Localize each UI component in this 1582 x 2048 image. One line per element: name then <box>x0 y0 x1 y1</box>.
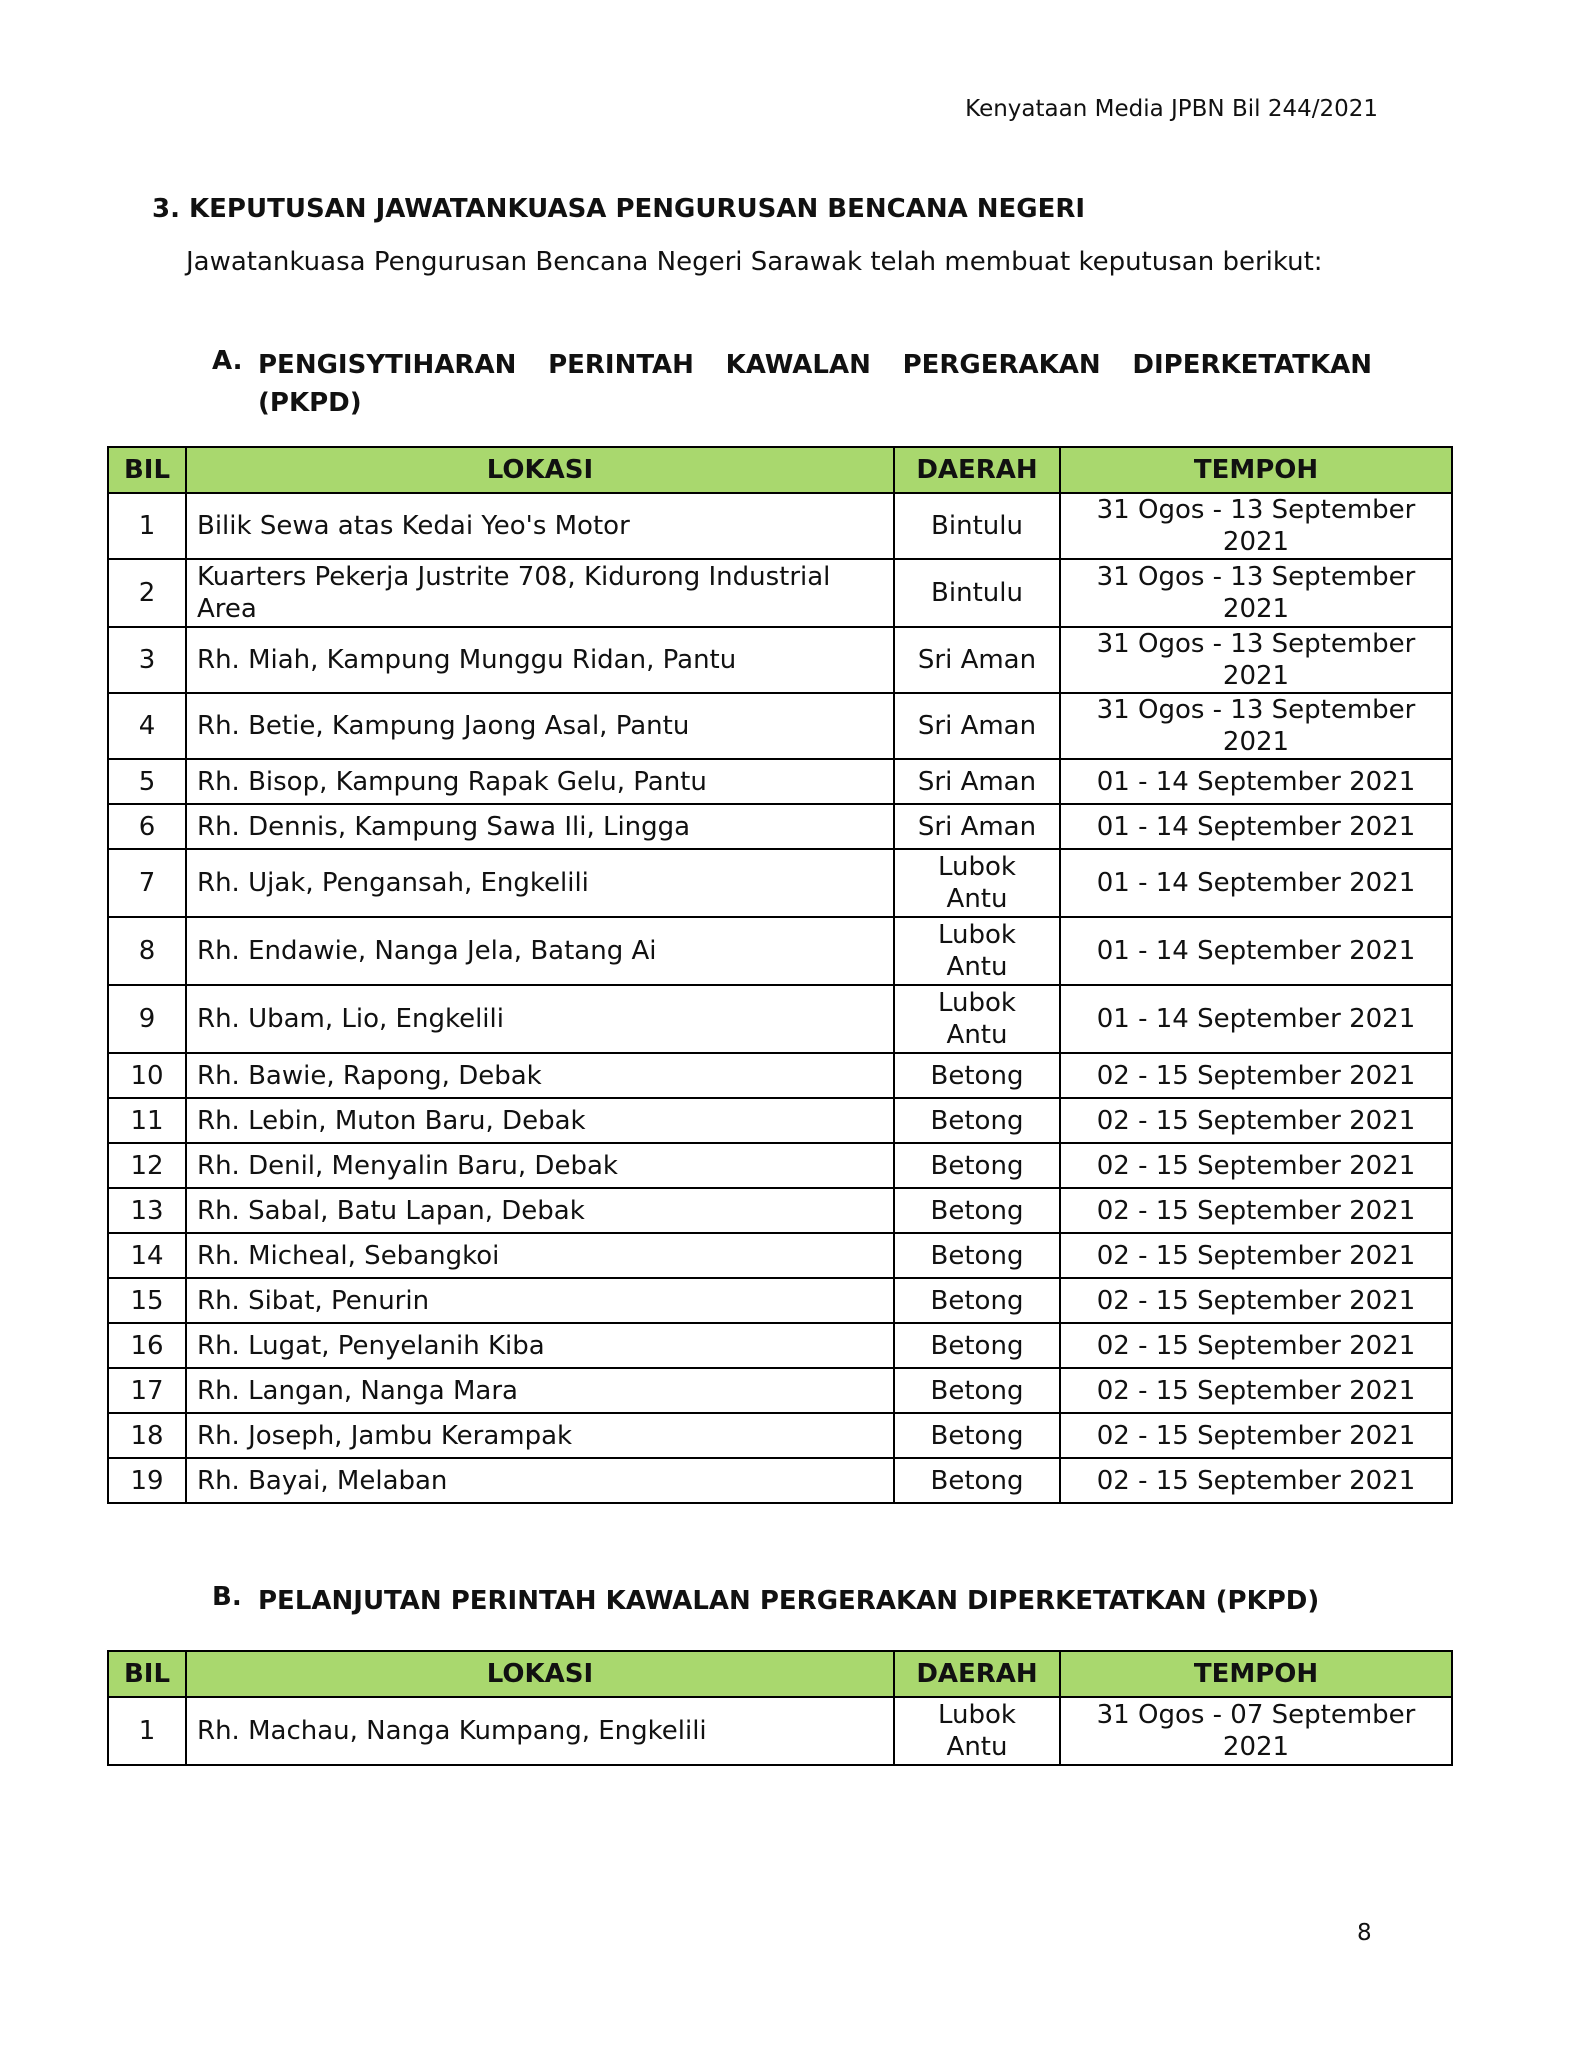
table-header-row <box>108 1651 1452 1697</box>
cell-bil: 16 <box>108 1323 186 1368</box>
cell-lokasi: Rh. Ubam, Lio, Engkelili <box>186 985 894 1053</box>
cell-tempoh: 02 - 15 September 2021 <box>1060 1098 1452 1143</box>
subsection-a-title-line1 <box>258 346 1372 384</box>
table-row <box>108 627 1452 693</box>
table-row <box>108 493 1452 559</box>
cell-bil: 6 <box>108 804 186 849</box>
cell-lokasi: Rh. Miah, Kampung Munggu Ridan, Pantu <box>186 627 894 693</box>
cell-lokasi: Rh. Ujak, Pengansah, Engkelili <box>186 849 894 917</box>
cell-tempoh: 31 Ogos - 07 September 2021 <box>1060 1697 1452 1765</box>
cell-bil: 17 <box>108 1368 186 1413</box>
table-header-row <box>108 447 1452 493</box>
table-body <box>108 493 1452 1503</box>
cell-tempoh: 01 - 14 September 2021 <box>1060 917 1452 985</box>
cell-tempoh: 01 - 14 September 2021 <box>1060 759 1452 804</box>
cell-daerah: Lubok Antu <box>894 849 1060 917</box>
subsection-a-title-line2: (PKPD) <box>258 388 362 418</box>
table-row <box>108 1697 1452 1765</box>
table-row <box>108 559 1452 627</box>
cell-daerah: Sri Aman <box>894 693 1060 759</box>
table-row <box>108 1413 1452 1458</box>
cell-daerah: Betong <box>894 1323 1060 1368</box>
cell-tempoh: 02 - 15 September 2021 <box>1060 1278 1452 1323</box>
cell-tempoh: 02 - 15 September 2021 <box>1060 1368 1452 1413</box>
cell-bil: 1 <box>108 1697 186 1765</box>
table-row <box>108 693 1452 759</box>
cell-bil: 19 <box>108 1458 186 1503</box>
cell-tempoh: 02 - 15 September 2021 <box>1060 1458 1452 1503</box>
table-row <box>108 1368 1452 1413</box>
column-header-daerah: DAERAH <box>894 1651 1060 1697</box>
subsection-b-title <box>212 1582 1372 1620</box>
cell-tempoh: 31 Ogos - 13 September 2021 <box>1060 493 1452 559</box>
subsection-a-title <box>212 346 1372 422</box>
cell-daerah: Betong <box>894 1278 1060 1323</box>
cell-daerah: Bintulu <box>894 493 1060 559</box>
cell-bil: 8 <box>108 917 186 985</box>
cell-daerah: Sri Aman <box>894 627 1060 693</box>
table-row <box>108 1098 1452 1143</box>
column-header-tempoh: TEMPOH <box>1060 447 1452 493</box>
table-row <box>108 917 1452 985</box>
cell-tempoh: 31 Ogos - 13 September 2021 <box>1060 693 1452 759</box>
cell-tempoh: 31 Ogos - 13 September 2021 <box>1060 627 1452 693</box>
cell-daerah: Lubok Antu <box>894 985 1060 1053</box>
cell-lokasi: Rh. Micheal, Sebangkoi <box>186 1233 894 1278</box>
cell-daerah: Betong <box>894 1233 1060 1278</box>
table-row <box>108 1233 1452 1278</box>
cell-lokasi: Rh. Dennis, Kampung Sawa Ili, Lingga <box>186 804 894 849</box>
table-row <box>108 1278 1452 1323</box>
column-header-bil: BIL <box>108 1651 186 1697</box>
cell-daerah: Bintulu <box>894 559 1060 627</box>
cell-lokasi: Rh. Joseph, Jambu Kerampak <box>186 1413 894 1458</box>
cell-tempoh: 01 - 14 September 2021 <box>1060 804 1452 849</box>
pkpd-extension-table <box>107 1650 1453 1766</box>
title-word: PERGERAKAN <box>902 350 1101 380</box>
cell-bil: 18 <box>108 1413 186 1458</box>
cell-tempoh: 02 - 15 September 2021 <box>1060 1188 1452 1233</box>
cell-bil: 10 <box>108 1053 186 1098</box>
title-word: PERINTAH <box>548 350 694 380</box>
cell-lokasi: Rh. Bayai, Melaban <box>186 1458 894 1503</box>
table-row <box>108 1188 1452 1233</box>
title-word: PENGISYTIHARAN <box>258 350 517 380</box>
cell-lokasi: Rh. Machau, Nanga Kumpang, Engkelili <box>186 1697 894 1765</box>
cell-lokasi: Bilik Sewa atas Kedai Yeo's Motor <box>186 493 894 559</box>
column-header-lokasi: LOKASI <box>186 1651 894 1697</box>
column-header-lokasi: LOKASI <box>186 447 894 493</box>
column-header-tempoh: TEMPOH <box>1060 1651 1452 1697</box>
table-row <box>108 1458 1452 1503</box>
table-row <box>108 804 1452 849</box>
cell-daerah: Betong <box>894 1413 1060 1458</box>
cell-daerah: Betong <box>894 1098 1060 1143</box>
document-reference: Kenyataan Media JPBN Bil 244/2021 <box>965 96 1378 122</box>
cell-bil: 14 <box>108 1233 186 1278</box>
cell-daerah: Lubok Antu <box>894 1697 1060 1765</box>
cell-bil: 11 <box>108 1098 186 1143</box>
cell-tempoh: 02 - 15 September 2021 <box>1060 1053 1452 1098</box>
column-header-bil: BIL <box>108 447 186 493</box>
cell-lokasi: Rh. Betie, Kampung Jaong Asal, Pantu <box>186 693 894 759</box>
cell-tempoh: 02 - 15 September 2021 <box>1060 1323 1452 1368</box>
table-row <box>108 849 1452 917</box>
column-header-daerah: DAERAH <box>894 447 1060 493</box>
cell-bil: 7 <box>108 849 186 917</box>
table-body <box>108 1697 1452 1765</box>
table-row <box>108 1053 1452 1098</box>
cell-lokasi: Rh. Sibat, Penurin <box>186 1278 894 1323</box>
section-intro: Jawatankuasa Pengurusan Bencana Negeri Sarawak telah membuat keputusan berikut: <box>186 247 1323 277</box>
table-row <box>108 1323 1452 1368</box>
cell-daerah: Betong <box>894 1368 1060 1413</box>
table-row <box>108 1143 1452 1188</box>
title-word: DIPERKETATKAN <box>1132 350 1372 380</box>
cell-tempoh: 01 - 14 September 2021 <box>1060 849 1452 917</box>
cell-lokasi: Rh. Langan, Nanga Mara <box>186 1368 894 1413</box>
section-title: 3. KEPUTUSAN JAWATANKUASA PENGURUSAN BENCANA NEGERI <box>152 194 1086 224</box>
cell-tempoh: 02 - 15 September 2021 <box>1060 1233 1452 1278</box>
cell-bil: 4 <box>108 693 186 759</box>
cell-daerah: Sri Aman <box>894 804 1060 849</box>
cell-bil: 1 <box>108 493 186 559</box>
cell-tempoh: 31 Ogos - 13 September 2021 <box>1060 559 1452 627</box>
cell-tempoh: 01 - 14 September 2021 <box>1060 985 1452 1053</box>
cell-lokasi: Rh. Bisop, Kampung Rapak Gelu, Pantu <box>186 759 894 804</box>
title-word: KAWALAN <box>725 350 871 380</box>
cell-bil: 12 <box>108 1143 186 1188</box>
cell-lokasi: Rh. Sabal, Batu Lapan, Debak <box>186 1188 894 1233</box>
cell-bil: 15 <box>108 1278 186 1323</box>
table-row <box>108 985 1452 1053</box>
cell-lokasi: Rh. Bawie, Rapong, Debak <box>186 1053 894 1098</box>
cell-tempoh: 02 - 15 September 2021 <box>1060 1143 1452 1188</box>
page-number: 8 <box>1357 1920 1372 1946</box>
cell-tempoh: 02 - 15 September 2021 <box>1060 1413 1452 1458</box>
cell-lokasi: Rh. Denil, Menyalin Baru, Debak <box>186 1143 894 1188</box>
table-row <box>108 759 1452 804</box>
cell-lokasi: Kuarters Pekerja Justrite 708, Kidurong Industrial Area <box>186 559 894 627</box>
cell-bil: 9 <box>108 985 186 1053</box>
subsection-b-title-text: PELANJUTAN PERINTAH KAWALAN PERGERAKAN DIPERKETATKAN (PKPD) <box>258 1586 1320 1616</box>
subsection-b-letter: B. <box>212 1582 242 1612</box>
cell-daerah: Betong <box>894 1188 1060 1233</box>
cell-daerah: Betong <box>894 1053 1060 1098</box>
cell-daerah: Sri Aman <box>894 759 1060 804</box>
pkpd-declaration-table <box>107 446 1453 1504</box>
cell-daerah: Betong <box>894 1143 1060 1188</box>
cell-bil: 13 <box>108 1188 186 1233</box>
cell-bil: 3 <box>108 627 186 693</box>
cell-daerah: Betong <box>894 1458 1060 1503</box>
cell-bil: 2 <box>108 559 186 627</box>
cell-lokasi: Rh. Lugat, Penyelanih Kiba <box>186 1323 894 1368</box>
cell-lokasi: Rh. Endawie, Nanga Jela, Batang Ai <box>186 917 894 985</box>
cell-lokasi: Rh. Lebin, Muton Baru, Debak <box>186 1098 894 1143</box>
cell-daerah: Lubok Antu <box>894 917 1060 985</box>
subsection-a-letter: A. <box>212 346 243 376</box>
cell-bil: 5 <box>108 759 186 804</box>
